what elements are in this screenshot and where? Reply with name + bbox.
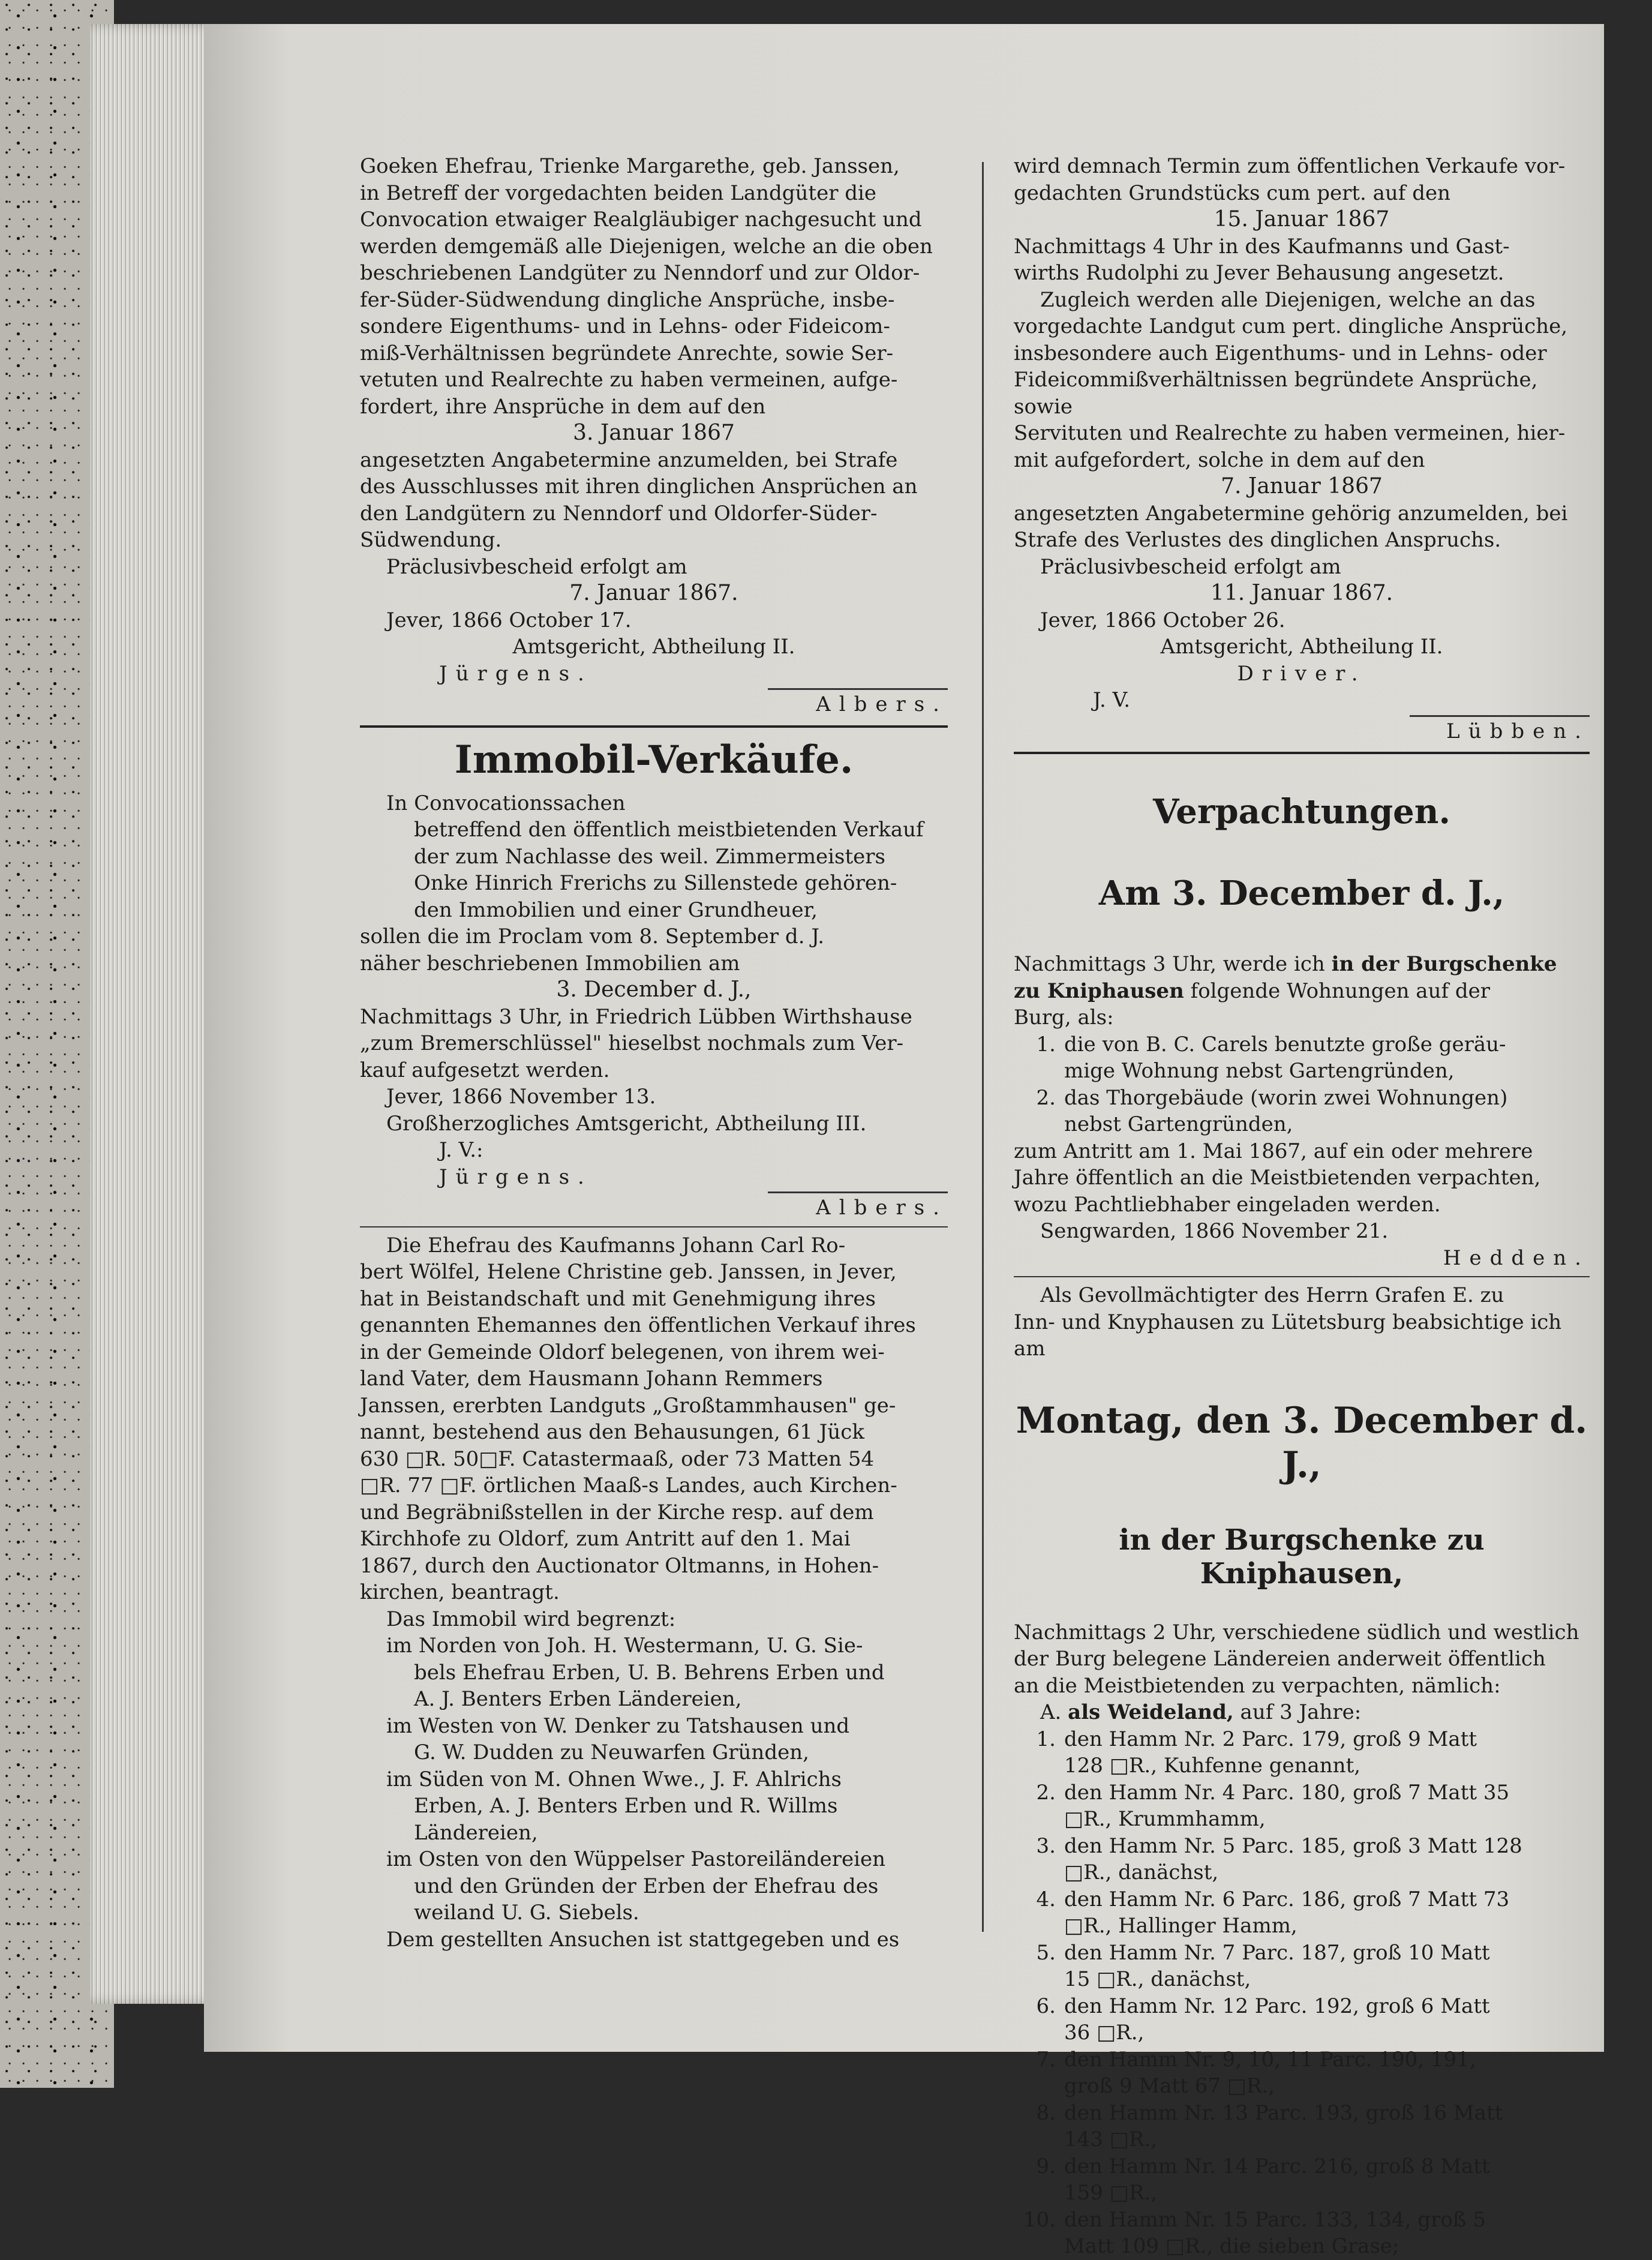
text-line: kirchen, beantragt. (360, 1580, 560, 1604)
text-line: am (1014, 1337, 1046, 1361)
text-line: Nachmittags 3 Uhr, in Friedrich Lübben Wirthshause (360, 1004, 912, 1029)
right-column (1014, 153, 1590, 2260)
text-line: fer-Süder-Südwendung dingliche Ansprüche, insbe- (360, 287, 895, 312)
text-line: Inn- und Knyphausen zu Lütetsburg beabsichtige ich (1014, 1310, 1562, 1334)
text-line: die von B. C. Carels benutzte große geräu- (1064, 1032, 1506, 1057)
praeclusiv-date: 7. Januar 1867. (569, 581, 738, 605)
signature-rule (768, 688, 948, 690)
notice-convocation-nenndorf (360, 153, 948, 718)
boundary-south: im Süden von M. Ohnen Wwe., J. F. Ahlrichs (386, 1767, 842, 1791)
section-rule (360, 725, 948, 728)
item-number: 1. (1036, 1727, 1056, 1751)
item-number: 1. (1036, 1032, 1056, 1057)
text-line: den Hamm Nr. 13 Parc. 193, groß 16 Matt (1064, 2100, 1503, 2125)
item-number: 7. (1036, 2047, 1056, 2072)
text-line: Strafe des Verlustes des dinglichen Anspruchs. (1014, 528, 1501, 552)
text-line: den Hamm Nr. 2 Parc. 179, groß 9 Matt (1064, 1727, 1477, 1751)
text-line: 1867, durch den Auctionator Oltmanns, in Hohen- (360, 1553, 879, 1578)
list-item (1014, 1886, 1590, 1940)
item-text (1064, 2153, 1590, 2207)
section-heading: Verpachtungen. (1153, 792, 1450, 832)
text-line: fordert, ihre Ansprüche in dem auf den (360, 394, 766, 419)
text-line: Die Ehefrau des Kaufmanns Johann Carl Ro- (386, 1233, 846, 1257)
text-line: □R., danächst, (1064, 1860, 1219, 1884)
text-line: gedachten Grundstücks cum pert. auf den (1014, 181, 1450, 205)
text-line: groß 9 Matt 67 □R., (1064, 2074, 1275, 2098)
text-line: Goeken Ehefrau, Trienke Margarethe, geb. Janssen, (360, 154, 900, 178)
text-line: genannten Ehemannes den öffentlichen Verkauf ihres (360, 1313, 916, 1337)
text-line: und den Gründen der Erben der Ehefrau des (414, 1874, 879, 1898)
text-line: □R., Krummhamm, (1064, 1807, 1266, 1831)
list-item (1014, 1940, 1590, 1993)
text-line: Nachmittags 2 Uhr, verschiedene südlich und westlich (1014, 1620, 1579, 1644)
text-line: land Vater, dem Hausmann Johann Remmers (360, 1367, 823, 1391)
text-line: den Hamm Nr. 6 Parc. 186, groß 7 Matt 73 (1064, 1887, 1510, 1911)
text-line: werden demgemäß alle Diejenigen, welche an die oben (360, 234, 933, 259)
text-line: den Immobilien und einer Grundheuer, (414, 898, 818, 922)
item-number: 2. (1036, 1085, 1056, 1110)
text-line: nannt, bestehend aus den Behausungen, 61 Jück (360, 1420, 864, 1444)
text-line: Dem gestellten Ansuchen ist stattgegeben und es (386, 1927, 900, 1952)
text-line: sondere Eigenthums- und in Lehns- oder Fideicom- (360, 314, 890, 338)
text-line: Servituten und Realrechte zu haben vermeinen, hier- (1014, 421, 1566, 445)
text-span: A. (1040, 1700, 1068, 1724)
text-line: Onke Hinrich Frerichs zu Sillenstede gehören- (414, 871, 897, 895)
praeclusiv-line: Präclusivbescheid erfolgt am (1040, 554, 1341, 579)
court-name: Großherzogliches Amtsgericht, Abtheilung III. (386, 1111, 867, 1136)
text-line: bels Ehefrau Erben, U. B. Behrens Erben und (414, 1660, 885, 1685)
item-text (1064, 1779, 1590, 1833)
text-line: miß-Verhältnissen begründete Anrechte, sowie Ser- (360, 341, 894, 365)
item-number: 5. (1036, 1940, 1056, 1965)
text-line: weiland U. G. Siebels. (414, 1901, 639, 1925)
text-line: vetuten und Realrechte zu haben vermeinen, aufge- (360, 368, 898, 392)
signer-signature: Hedden. (1443, 1245, 1590, 1270)
deadline-date: 3. Januar 1867 (573, 421, 735, 445)
text-line: näher beschriebenen Immobilien am (360, 951, 740, 976)
item-number: 10. (1023, 2207, 1056, 2232)
text-line: den Hamm Nr. 5 Parc. 185, groß 3 Matt 128 (1064, 1833, 1522, 1858)
boundary-north: im Norden von Joh. H. Westermann, U. G. Sie- (386, 1634, 863, 1658)
text-line: angesetzten Angabetermine anzumelden, bei Strafe (360, 448, 898, 472)
text-line: 36 □R., (1064, 2021, 1145, 2045)
text-line: Erben, A. J. Benters Erben und R. Willms (414, 1794, 838, 1818)
place-bold: in der Burgschenke (1331, 952, 1557, 976)
text-line: Südwendung. (360, 528, 502, 552)
text-line: Als Gevollmächtigter des Herrn Grafen E. zu (1040, 1283, 1504, 1307)
clerk-signature: Albers. (816, 1196, 948, 1220)
section-a-line (1014, 1699, 1590, 1726)
text-line: des Ausschlusses mit ihren dinglichen Ansprüchen an (360, 475, 918, 499)
text-span: Nachmittags 3 Uhr, werde ich (1014, 952, 1332, 976)
text-line: mit aufgefordert, solche in dem auf den (1014, 448, 1425, 472)
signature-rule (768, 1191, 948, 1193)
section-a-bold: als Weideland, (1068, 1700, 1234, 1724)
left-column (360, 153, 948, 1953)
text-line: nebst Gartengründen, (1064, 1112, 1293, 1136)
list-item (1014, 2207, 1590, 2260)
item-text (1064, 1993, 1590, 2046)
item-text (1064, 1886, 1590, 1940)
text-line: in der Gemeinde Oldorf belegenen, von ihrem wei- (360, 1340, 885, 1364)
grafen-notice (1014, 1282, 1590, 2260)
iv-line: J. V.: (439, 1138, 483, 1162)
item-text (1064, 1940, 1590, 1993)
text-line: den Hamm Nr. 15 Parc. 133, 134, groß 5 (1064, 2207, 1486, 2232)
verpachtungen-section (1014, 788, 1590, 1271)
list-item (1014, 2100, 1590, 2153)
place-heading: in der Burgschenke zu Kniphausen, (1119, 1523, 1485, 1590)
text-line: der Burg belegene Ländereien anderweit öffentlich (1014, 1647, 1546, 1671)
immobil-section (360, 731, 948, 1221)
clerk-signature: Albers. (816, 692, 948, 716)
judge-signature: Driver. (1237, 661, 1366, 686)
column-divider (982, 162, 984, 1932)
date-heading: Montag, den 3. December d. J., (1016, 1399, 1588, 1486)
item-text (1064, 1726, 1590, 1779)
deadline-date: 7. Januar 1867 (1221, 474, 1383, 499)
section-rule (360, 1226, 948, 1227)
item-number: 3. (1036, 1833, 1056, 1858)
text-line: Jahre öffentlich an die Meistbietenden verpachten, (1014, 1166, 1541, 1190)
text-line: den Hamm Nr. 14 Parc. 216, groß 8 Matt (1064, 2154, 1490, 2178)
text-line: bert Wölfel, Helene Christine geb. Janssen, in Jever, (360, 1260, 897, 1284)
text-line: hat in Beistandschaft und mit Genehmigung ihres (360, 1286, 876, 1311)
text-line: „zum Bremerschlüssel" hieselbst nochmals zum Ver- (360, 1031, 904, 1055)
praeclusiv-line: Präclusivbescheid erfolgt am (386, 554, 687, 579)
text-line: vorgedachte Landgut cum pert. dingliche Ansprüche, (1014, 314, 1568, 338)
notice-continuation (1014, 153, 1590, 745)
text-line: □R. 77 □F. örtlichen Maaß-s Landes, auch Kirchen- (360, 1473, 897, 1497)
boundary-west: im Westen von W. Denker zu Tatshausen und (386, 1713, 850, 1738)
text-line: Nachmittags 4 Uhr in des Kaufmanns und Gast- (1014, 234, 1510, 259)
list-item (1014, 1779, 1590, 1833)
date-heading: Am 3. December d. J., (1098, 874, 1505, 913)
list-item (1014, 1085, 1590, 1138)
text-line: den Hamm Nr. 12 Parc. 192, groß 6 Matt (1064, 1994, 1490, 2018)
text-line: G. W. Dudden zu Neuwarfen Gründen, (414, 1740, 809, 1764)
woelfel-notice (360, 1232, 948, 1953)
text-line: beschriebenen Landgüter zu Nenndorf und zur Oldor- (360, 261, 920, 285)
text-line: sollen die im Proclam vom 8. September d. J. (360, 925, 825, 949)
notice1-lines (360, 153, 948, 420)
text-line: betreffend den öffentlich meistbietenden Verkauf (414, 818, 924, 842)
list-item (1014, 2153, 1590, 2207)
text-line: 630 □R. 50□F. Catastermaaß, oder 73 Matten 54 (360, 1446, 875, 1471)
auction-date: 3. December d. J., (556, 977, 752, 1002)
right-margin-dark (1604, 0, 1652, 2088)
text-line: und Begräbnißstellen in der Kirche resp. auf dem (360, 1500, 874, 1524)
text-line: Das Immobil wird begrenzt: (386, 1607, 676, 1631)
text-line: Kirchhofe zu Oldorf, zum Antritt auf den 1. Mai (360, 1527, 851, 1551)
text-line: Ländereien, (414, 1820, 538, 1845)
item-text (1064, 1031, 1590, 1085)
place-bold: zu Kniphausen (1014, 979, 1184, 1003)
item-text (1064, 2046, 1590, 2100)
text-line: In Convocationssachen (386, 791, 626, 815)
list-item (1014, 1031, 1590, 1085)
auction-date: 15. Januar 1867 (1214, 207, 1390, 232)
text-line: 15 □R., danächst, (1064, 1967, 1251, 1991)
text-line: Zugleich werden alle Diejenigen, welche an das (1040, 287, 1536, 312)
text-line: kauf aufgesetzt werden. (360, 1058, 610, 1082)
place-date: Sengwarden, 1866 November 21. (1040, 1219, 1389, 1243)
text-line: den Hamm Nr. 7 Parc. 187, groß 10 Matt (1064, 1940, 1490, 1965)
item-number: 4. (1036, 1887, 1056, 1911)
text-line: an die Meistbietenden zu verpachten, nämlich: (1014, 1673, 1501, 1698)
text-line: 143 □R., (1064, 2127, 1158, 2151)
section-rule (1014, 1276, 1590, 1277)
item-text (1064, 1833, 1590, 1886)
text-line: Matt 109 □R., die sieben Grase; (1064, 2234, 1399, 2258)
boundary-east: im Osten von den Wüppelser Pastoreiländereien (386, 1847, 885, 1871)
text-line: A. J. Benters Erben Ländereien, (414, 1687, 742, 1711)
text-line: Burg, als: (1014, 1006, 1114, 1030)
intro-line (1014, 978, 1590, 1005)
text-line: in Betreff der vorgedachten beiden Landgüter die (360, 181, 877, 205)
text-line: mige Wohnung nebst Gartengründen, (1064, 1059, 1455, 1083)
section-heading: Immobil-Verkäufe. (454, 737, 854, 782)
iv-line: J. V. (1093, 688, 1131, 712)
place-date: Jever, 1866 November 13. (386, 1085, 656, 1109)
text-line: Fideicommißverhältnissen begründete Ansprüche, sowie (1014, 368, 1545, 419)
list-item (1014, 1726, 1590, 1779)
text-line: Janssen, ererbten Landguts „Großtammhausen" ge- (360, 1393, 896, 1418)
text-line: Convocation etwaiger Realgläubiger nachgesucht und (360, 208, 922, 232)
text-line: angesetzten Angabetermine gehörig anzumelden, bei (1014, 501, 1568, 526)
text-line: wozu Pachtliebhaber eingeladen werden. (1014, 1192, 1441, 1217)
text-line: 128 □R., Kuhfenne genannt, (1064, 1754, 1361, 1778)
item-text (1064, 1085, 1590, 1138)
item-text (1064, 2207, 1590, 2260)
text-line: das Thorgebäude (worin zwei Wohnungen) (1064, 1085, 1508, 1110)
text-line: 159 □R., (1064, 2181, 1158, 2205)
text-line: den Landgütern zu Nenndorf und Oldorfer-Süder- (360, 501, 878, 526)
intro-line (1014, 951, 1590, 978)
item-number: 6. (1036, 1994, 1056, 2018)
list-item (1014, 2046, 1590, 2100)
court-name: Amtsgericht, Abtheilung II. (512, 635, 795, 659)
place-date: Jever, 1866 October 26. (1040, 608, 1285, 632)
item-number: 8. (1036, 2100, 1056, 2125)
item-number: 2. (1036, 1780, 1056, 1805)
praeclusiv-date: 11. Januar 1867. (1210, 581, 1393, 605)
text-span: auf 3 Jahre: (1233, 1700, 1362, 1724)
item-text (1064, 2100, 1590, 2153)
list-item (1014, 1993, 1590, 2046)
text-line: den Hamm Nr. 9, 10, 11 Parc. 190, 191, (1064, 2047, 1476, 2072)
judge-signature: Jürgens. (439, 1164, 593, 1189)
text-line: □R., Hallinger Hamm, (1064, 1914, 1297, 1938)
text-line: den Hamm Nr. 4 Parc. 180, groß 7 Matt 35 (1064, 1780, 1510, 1805)
text-line: insbesondere auch Eigenthums- und in Lehns- oder (1014, 341, 1547, 365)
text-line: der zum Nachlasse des weil. Zimmermeisters (414, 844, 885, 869)
judge-signature: Jürgens. (439, 661, 593, 686)
court-name: Amtsgericht, Abtheilung II. (1160, 635, 1443, 659)
text-line: zum Antritt am 1. Mai 1867, auf ein oder mehrere (1014, 1139, 1533, 1163)
page-stack (90, 24, 222, 2004)
section-rule (1014, 752, 1590, 754)
signature-rule (1410, 715, 1590, 717)
list-item (1014, 1833, 1590, 1886)
item-number: 9. (1036, 2154, 1056, 2178)
text-span: folgende Wohnungen auf der (1184, 979, 1490, 1003)
text-line: wirths Rudolphi zu Jever Behausung angesetzt. (1014, 261, 1504, 285)
clerk-signature: Lübben. (1446, 719, 1590, 743)
text-line: wird demnach Termin zum öffentlichen Verkaufe vor- (1014, 154, 1566, 178)
place-date: Jever, 1866 October 17. (386, 608, 632, 632)
